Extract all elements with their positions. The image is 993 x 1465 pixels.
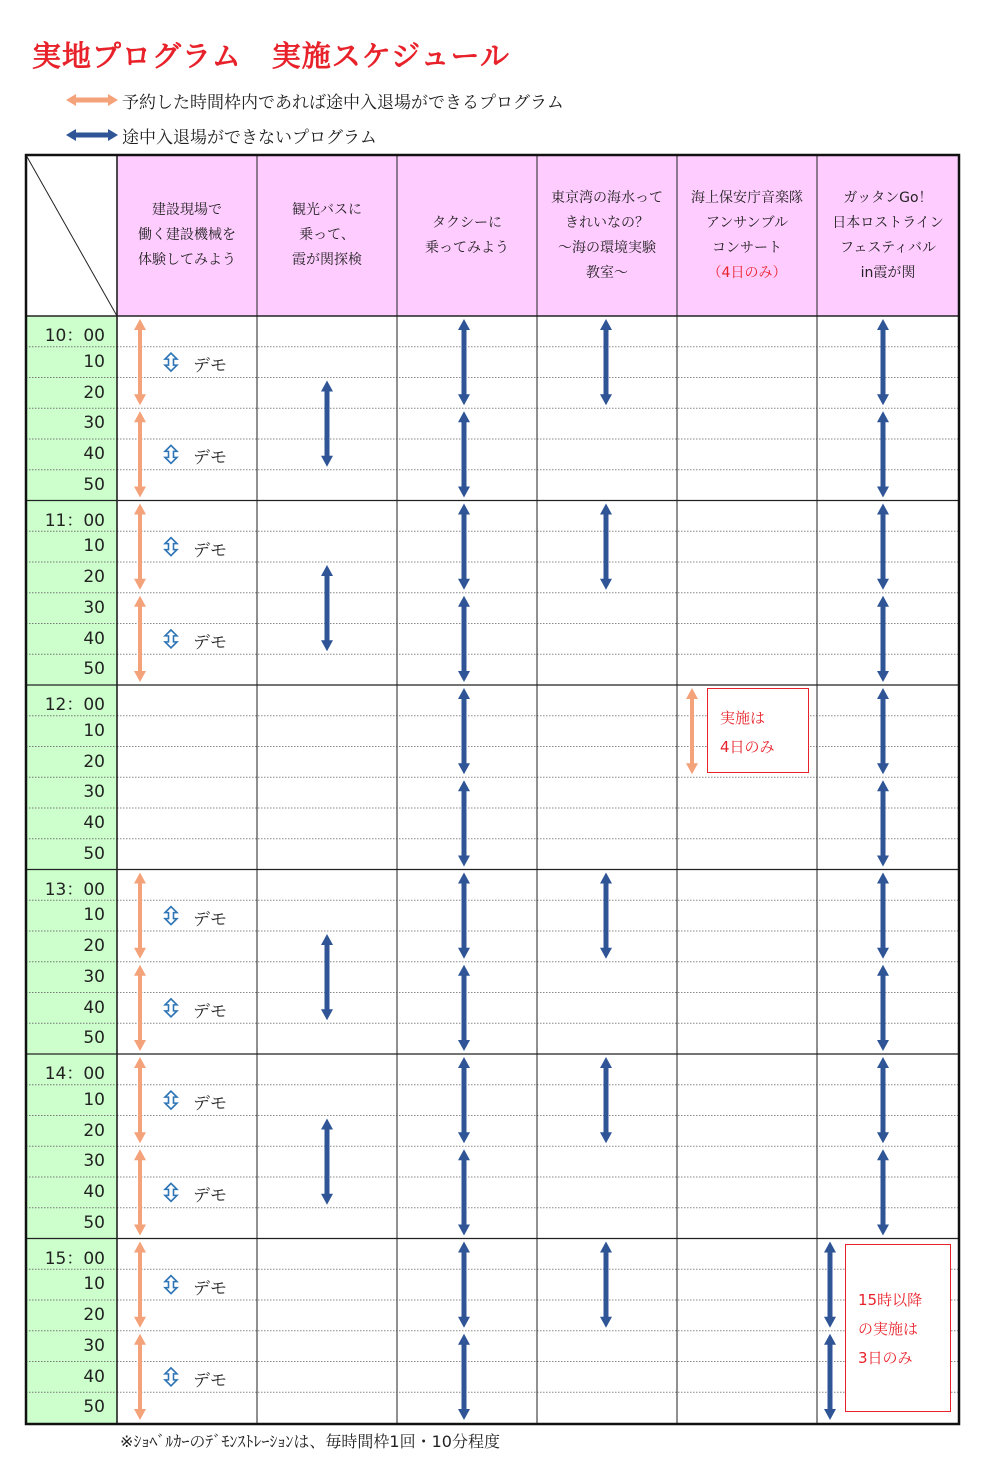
up-down-arrow-icon xyxy=(165,538,177,556)
time-label: 50 xyxy=(83,1397,105,1418)
up-down-arrow-icon xyxy=(165,1276,177,1294)
arrow-flexible xyxy=(134,1334,146,1420)
arrow-fixed xyxy=(458,504,470,590)
program-header-line: 観光バスに xyxy=(292,202,362,218)
program-header-6 xyxy=(817,155,959,316)
program-header-line: 体験してみよう xyxy=(138,252,236,268)
time-label: 20 xyxy=(83,1120,105,1141)
arrow-fixed xyxy=(458,596,470,682)
arrow-fixed xyxy=(458,688,470,774)
time-label: 10 xyxy=(83,720,105,741)
arrow-fixed xyxy=(877,965,889,1051)
demo-label: デモ xyxy=(193,909,227,930)
arrow-fixed xyxy=(458,1334,470,1420)
time-label: 40 xyxy=(83,628,105,649)
arrow-fixed xyxy=(877,504,889,590)
time-label: 30 xyxy=(83,413,105,434)
time-label: 40 xyxy=(83,813,105,833)
time-label: 10 xyxy=(83,905,105,926)
time-label: 20 xyxy=(83,751,105,772)
corner-diagonal xyxy=(26,155,117,316)
arrow-flexible xyxy=(134,596,146,682)
legend-text-fixed: 途中入退場ができないプログラム xyxy=(122,127,377,148)
time-label: 50 xyxy=(83,659,105,680)
note-box-concert-line: 実施は xyxy=(720,709,766,727)
arrow-fixed xyxy=(458,873,470,959)
time-label: 10：00 xyxy=(44,326,105,346)
arrow-fixed xyxy=(600,873,612,959)
program-header-line: 教室～ xyxy=(586,264,628,281)
program-header-4 xyxy=(537,155,677,316)
arrow-flexible xyxy=(134,965,146,1051)
arrow-flexible xyxy=(134,504,146,590)
time-label: 30 xyxy=(83,1335,105,1356)
up-down-arrow-icon xyxy=(165,630,177,648)
arrow-fixed xyxy=(458,965,470,1051)
arrow-fixed xyxy=(877,1149,889,1235)
time-label: 10 xyxy=(83,351,105,372)
up-down-arrow-icon xyxy=(165,1368,177,1386)
arrow-fixed xyxy=(321,934,333,1020)
program-header-line: 乗ってみよう xyxy=(425,239,509,256)
program-header-5 xyxy=(677,155,817,316)
up-down-arrow-icon xyxy=(165,1091,177,1109)
program-header-line: 乗って、 xyxy=(299,227,355,243)
note-box-festival-line: の実施は xyxy=(858,1320,919,1338)
arrow-fixed xyxy=(877,411,889,497)
time-label: 20 xyxy=(83,936,105,956)
time-label: 10 xyxy=(83,1274,105,1295)
time-label: 30 xyxy=(83,597,105,618)
up-down-arrow-icon xyxy=(165,1183,177,1201)
time-label: 10 xyxy=(83,536,105,557)
page-title: 実地プログラム 実施スケジュール xyxy=(32,39,510,73)
time-label: 40 xyxy=(83,997,105,1018)
program-header-line: きれいなの？ xyxy=(565,214,649,231)
program-header-line: 日本ロストライン xyxy=(832,214,944,231)
program-header-line: コンサート xyxy=(712,239,782,256)
arrow-fixed xyxy=(458,1057,470,1143)
program-header-3 xyxy=(397,155,537,316)
program-header-line: ガッタンGo！ xyxy=(843,189,933,206)
arrow-fixed xyxy=(321,381,333,467)
arrow-flexible xyxy=(134,411,146,497)
program-header-note: （4日のみ） xyxy=(707,264,787,281)
arrow-fixed xyxy=(824,1242,836,1328)
up-down-arrow-icon xyxy=(165,445,177,463)
demo-label: デモ xyxy=(193,540,227,561)
arrow-flexible xyxy=(134,1057,146,1143)
arrow-fixed xyxy=(600,1057,612,1143)
program-header-line: 海上保安庁音楽隊 xyxy=(691,189,803,206)
note-box-festival-line: 15時以降 xyxy=(858,1291,923,1309)
program-header-line: 働く建設機械を xyxy=(138,227,236,243)
time-label: 14：00 xyxy=(44,1064,105,1084)
arrow-fixed xyxy=(877,688,889,774)
program-header-2 xyxy=(257,155,397,316)
time-label: 10 xyxy=(83,1089,105,1110)
program-header-line: アンサンブル xyxy=(705,214,789,231)
time-label: 20 xyxy=(83,1305,105,1325)
time-label: 11：00 xyxy=(44,510,105,531)
footnote: ※ｼｮﾍﾞﾙｶｰのﾃﾞﾓﾝｽﾄﾚｰｼｮﾝは、毎時間枠1回・10分程度 xyxy=(120,1432,500,1451)
time-label: 30 xyxy=(83,1151,105,1172)
arrow-flexible xyxy=(134,873,146,959)
arrow-fixed xyxy=(321,1119,333,1205)
time-label: 12：00 xyxy=(44,695,105,715)
demo-label: デモ xyxy=(193,1094,227,1115)
arrow-fixed xyxy=(600,504,612,590)
time-label: 30 xyxy=(83,782,105,803)
arrow-flexible xyxy=(134,1149,146,1235)
note-box-festival xyxy=(845,1244,951,1412)
demo-label: デモ xyxy=(193,1370,227,1391)
up-down-arrow-icon xyxy=(165,907,177,925)
table-border xyxy=(26,155,959,1424)
arrow-fixed xyxy=(877,1057,889,1143)
program-header-line: in霞が関 xyxy=(860,264,916,281)
time-label: 40 xyxy=(83,1182,105,1202)
time-label: 40 xyxy=(83,444,105,464)
time-label: 30 xyxy=(83,966,105,987)
demo-label: デモ xyxy=(193,1001,227,1022)
arrow-fixed xyxy=(458,1149,470,1235)
program-header-line: タクシーに xyxy=(432,214,502,231)
demo-label: デモ xyxy=(193,632,227,653)
time-label: 50 xyxy=(83,474,105,495)
arrow-flexible xyxy=(134,1242,146,1328)
note-box-concert-line: 4日のみ xyxy=(720,738,775,756)
time-label: 20 xyxy=(83,382,105,403)
note-box-concert xyxy=(707,688,809,773)
program-header-1 xyxy=(117,155,257,316)
arrow-fixed xyxy=(824,1334,836,1420)
legend-text-flexible: 予約した時間枠内であれば途中入退場ができるプログラム xyxy=(122,92,564,113)
arrow-fixed xyxy=(458,780,470,866)
time-label: 40 xyxy=(83,1366,105,1387)
up-down-arrow-icon xyxy=(165,353,177,371)
time-label: 20 xyxy=(83,567,105,587)
time-label: 50 xyxy=(83,843,105,864)
demo-label: デモ xyxy=(193,356,227,377)
arrow-fixed xyxy=(877,596,889,682)
program-header-line: ～海の環境実験 xyxy=(558,239,656,256)
note-box-festival-line: 3日のみ xyxy=(858,1349,913,1367)
program-header-line: 霞が関探検 xyxy=(292,252,362,268)
time-label: 50 xyxy=(83,1028,105,1049)
arrow-fixed xyxy=(877,319,889,405)
arrow-fixed xyxy=(458,411,470,497)
arrow-flexible xyxy=(686,688,698,774)
arrow-fixed xyxy=(321,565,333,651)
program-header-line: 建設現場で xyxy=(152,202,222,218)
time-label: 13：00 xyxy=(44,879,105,900)
arrow-flexible xyxy=(134,319,146,405)
program-header-line: フェスティバル xyxy=(840,239,936,256)
time-label: 50 xyxy=(83,1212,105,1233)
program-header-line: 東京湾の海水って xyxy=(551,189,663,206)
arrow-fixed xyxy=(877,780,889,866)
arrow-fixed xyxy=(877,873,889,959)
demo-label: デモ xyxy=(193,1278,227,1299)
arrow-fixed xyxy=(458,319,470,405)
arrow-fixed xyxy=(600,319,612,405)
arrow-fixed xyxy=(458,1242,470,1328)
demo-label: デモ xyxy=(193,1186,227,1207)
demo-label: デモ xyxy=(193,448,227,469)
arrow-fixed xyxy=(600,1242,612,1328)
time-label: 15：00 xyxy=(44,1248,105,1269)
up-down-arrow-icon xyxy=(165,999,177,1017)
